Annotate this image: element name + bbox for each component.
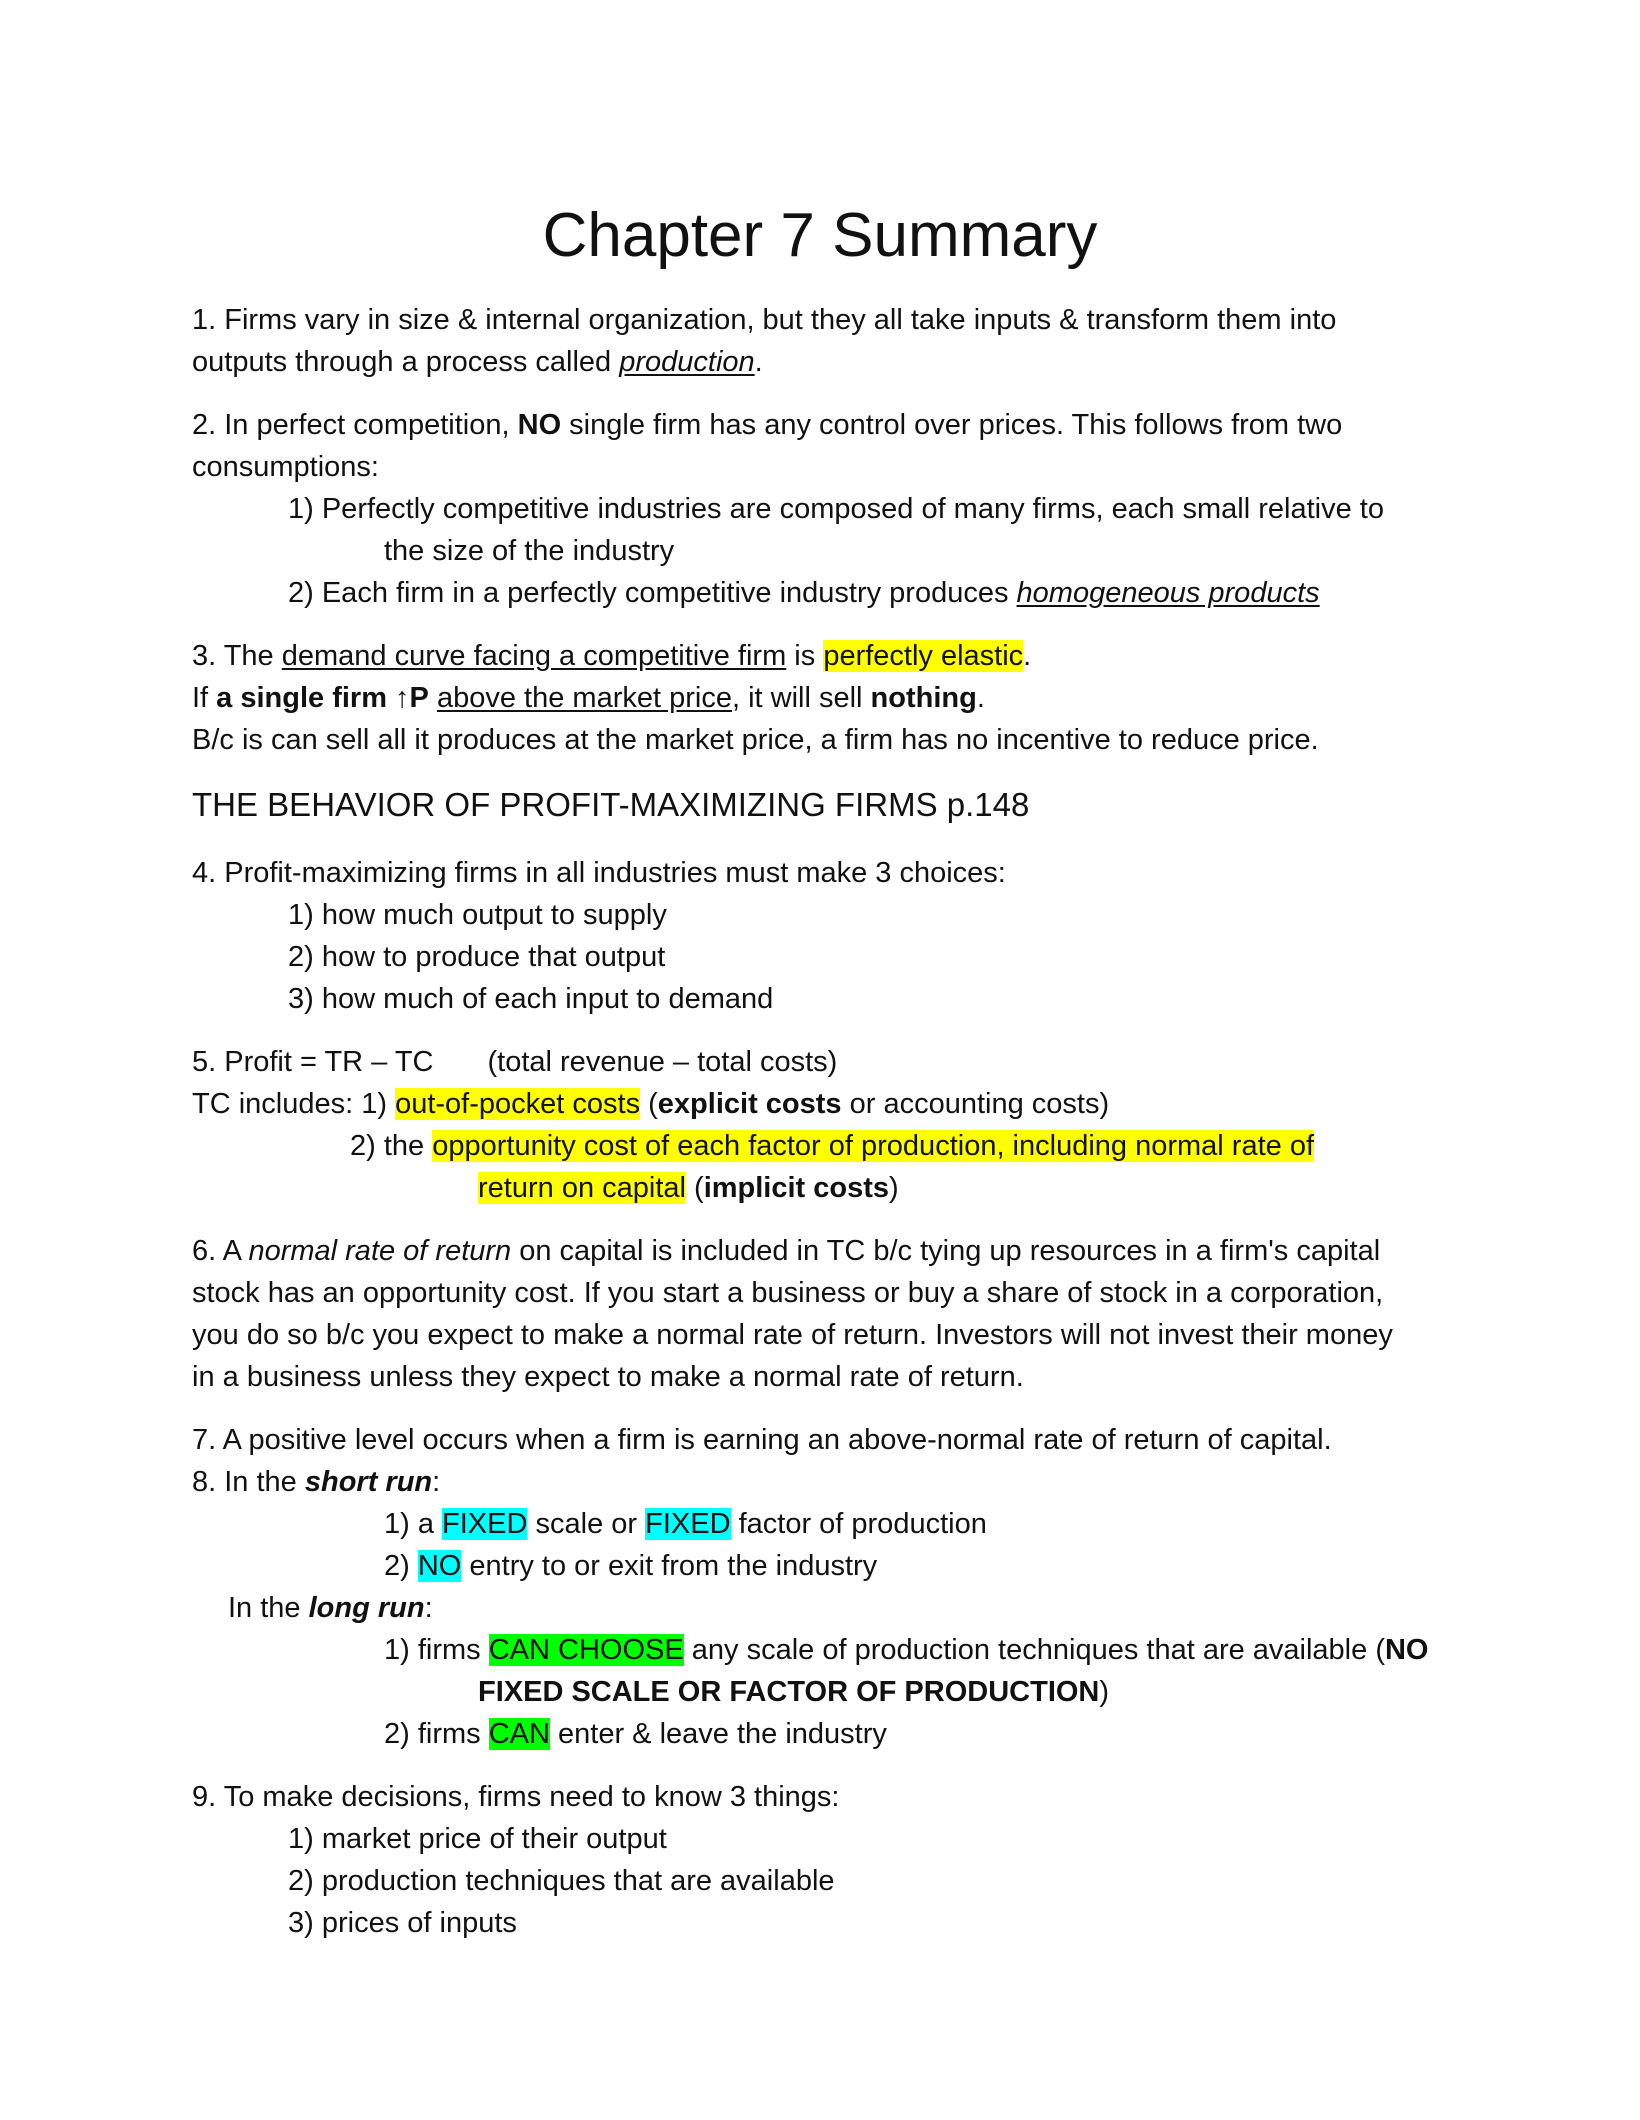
highlight-opportunity-cost: opportunity cost of each factor of production, including normal rate of xyxy=(432,1130,1314,1162)
text: . xyxy=(754,346,763,378)
point-6-line-1 xyxy=(192,1231,1380,1271)
text: : xyxy=(432,1466,441,1498)
term-long-run: long run xyxy=(308,1592,425,1624)
short-run-item-2 xyxy=(384,1546,877,1586)
point-5-line-1 xyxy=(192,1042,837,1082)
text: 8. In the xyxy=(192,1466,305,1498)
text: ) xyxy=(889,1172,899,1204)
point-4-item-1: 1) how much output to supply xyxy=(288,899,667,931)
text: any scale of production techniques that are available ( xyxy=(683,1634,1385,1666)
emphasis-fixed-scale: FIXED SCALE OR FACTOR OF PRODUCTION xyxy=(478,1676,1100,1708)
highlight-can: CAN xyxy=(488,1718,550,1750)
point-9-item-3: 3) prices of inputs xyxy=(288,1907,517,1939)
text: , it will sell xyxy=(731,682,871,714)
highlight-out-of-pocket-costs: out-of-pocket costs xyxy=(395,1088,641,1120)
point-4-item-2: 2) how to produce that output xyxy=(288,941,666,973)
term-production: production xyxy=(619,346,755,378)
point-2-item-1-cont: the size of the industry xyxy=(384,535,675,567)
point-5-line-4 xyxy=(478,1168,899,1208)
highlight-fixed: FIXED xyxy=(442,1508,528,1540)
point-3-line-2 xyxy=(192,678,985,718)
point-2-item-2 xyxy=(288,573,1320,613)
text: on capital is included in TC b/c tying up resources in a firm's capital xyxy=(511,1235,1381,1267)
term-normal-rate-of-return: normal rate of return xyxy=(248,1235,512,1267)
text: scale or xyxy=(527,1508,646,1540)
text: 1) a xyxy=(384,1508,443,1540)
text: 2) firms xyxy=(384,1718,489,1750)
highlight-return-on-capital: return on capital xyxy=(478,1172,686,1204)
point-9-item-1: 1) market price of their output xyxy=(288,1823,667,1855)
text: . xyxy=(976,682,985,714)
text: 2) the xyxy=(350,1130,433,1162)
emphasis-no: NO xyxy=(1384,1634,1429,1666)
text: 2) Each firm in a perfectly competitive industry produces xyxy=(288,577,1017,609)
text: 2. In perfect competition, xyxy=(192,409,518,441)
emphasis-implicit-costs: implicit costs xyxy=(703,1172,890,1204)
point-2-item-1: 1) Perfectly competitive industries are composed of many firms, each small relative to xyxy=(288,493,1384,525)
text: outputs through a process called xyxy=(192,346,620,378)
text xyxy=(429,682,437,714)
short-run-item-1 xyxy=(384,1504,987,1544)
page-title: Chapter 7 Summary xyxy=(542,201,1098,270)
text: 2) xyxy=(384,1550,418,1582)
point-6-line-2: stock has an opportunity cost. If you start a business or buy a share of stock in a corporation, xyxy=(192,1277,1384,1309)
text: ( xyxy=(685,1172,704,1204)
long-run-item-1 xyxy=(384,1630,1428,1670)
point-6-line-4: in a business unless they expect to make a normal rate of return. xyxy=(192,1361,1024,1393)
text: (total revenue – total costs) xyxy=(487,1046,838,1078)
text: 5. Profit = TR – TC xyxy=(192,1046,434,1078)
emphasis-explicit-costs: explicit costs xyxy=(657,1088,842,1120)
long-run-item-1-cont xyxy=(478,1672,1109,1712)
text: is xyxy=(786,640,824,672)
term-homogeneous-products: homogeneous products xyxy=(1016,577,1320,609)
term-above-market-price: above the market price xyxy=(436,682,732,714)
text: : xyxy=(424,1592,433,1624)
text: If xyxy=(192,682,217,714)
section-heading: THE BEHAVIOR OF PROFIT-MAXIMIZING FIRMS p.148 xyxy=(192,786,1030,823)
highlight-no: NO xyxy=(417,1550,462,1582)
point-3-line-1 xyxy=(192,636,1031,676)
point-1-line-1: 1. Firms vary in size & internal organization, but they all take inputs & transform them into xyxy=(192,304,1337,336)
point-1-line-2 xyxy=(192,342,763,382)
highlight-perfectly-elastic: perfectly elastic xyxy=(823,640,1024,672)
text: ) xyxy=(1099,1676,1110,1708)
point-4-item-3: 3) how much of each input to demand xyxy=(288,983,774,1015)
point-4-line-1: 4. Profit-maximizing firms in all industries must make 3 choices: xyxy=(192,857,1006,889)
text: entry to or exit from the industry xyxy=(461,1550,878,1582)
text: 6. A xyxy=(192,1235,249,1267)
point-2-line-2: consumptions: xyxy=(192,451,379,483)
emphasis-nothing: nothing xyxy=(870,682,977,714)
text: TC includes: 1) xyxy=(192,1088,396,1120)
point-8-line-1 xyxy=(192,1462,440,1502)
text: factor of production xyxy=(730,1508,987,1540)
point-5-line-2 xyxy=(192,1084,1109,1124)
point-3-line-3: B/c is can sell all it produces at the market price, a firm has no incentive to reduce price. xyxy=(192,724,1319,756)
point-9-item-2: 2) production techniques that are available xyxy=(288,1865,835,1897)
text: 3. The xyxy=(192,640,282,672)
long-run-line xyxy=(228,1588,433,1628)
text: or accounting costs) xyxy=(841,1088,1110,1120)
term-demand-curve: demand curve facing a competitive firm xyxy=(281,640,787,672)
point-9-line-1: 9. To make decisions, firms need to know 3 things: xyxy=(192,1781,840,1813)
point-2-line-1 xyxy=(192,405,1342,445)
text: In the xyxy=(228,1592,309,1624)
emphasis-single-firm: a single firm ↑P xyxy=(216,682,429,714)
text: 1) firms xyxy=(384,1634,489,1666)
emphasis-no: NO xyxy=(517,409,562,441)
highlight-can-choose: CAN CHOOSE xyxy=(488,1634,684,1666)
text: ( xyxy=(640,1088,658,1120)
point-6-line-3: you do so b/c you expect to make a normal rate of return. Investors will not invest their money xyxy=(192,1319,1393,1351)
long-run-item-2 xyxy=(384,1714,887,1754)
highlight-fixed: FIXED xyxy=(645,1508,731,1540)
text: single firm has any control over prices. This follows from two xyxy=(561,409,1343,441)
point-7-line-1: 7. A positive level occurs when a firm is earning an above-normal rate of return of capital. xyxy=(192,1424,1332,1456)
point-5-line-3 xyxy=(350,1126,1314,1166)
text: . xyxy=(1023,640,1032,672)
text: enter & leave the industry xyxy=(549,1718,887,1750)
term-short-run: short run xyxy=(304,1466,433,1498)
